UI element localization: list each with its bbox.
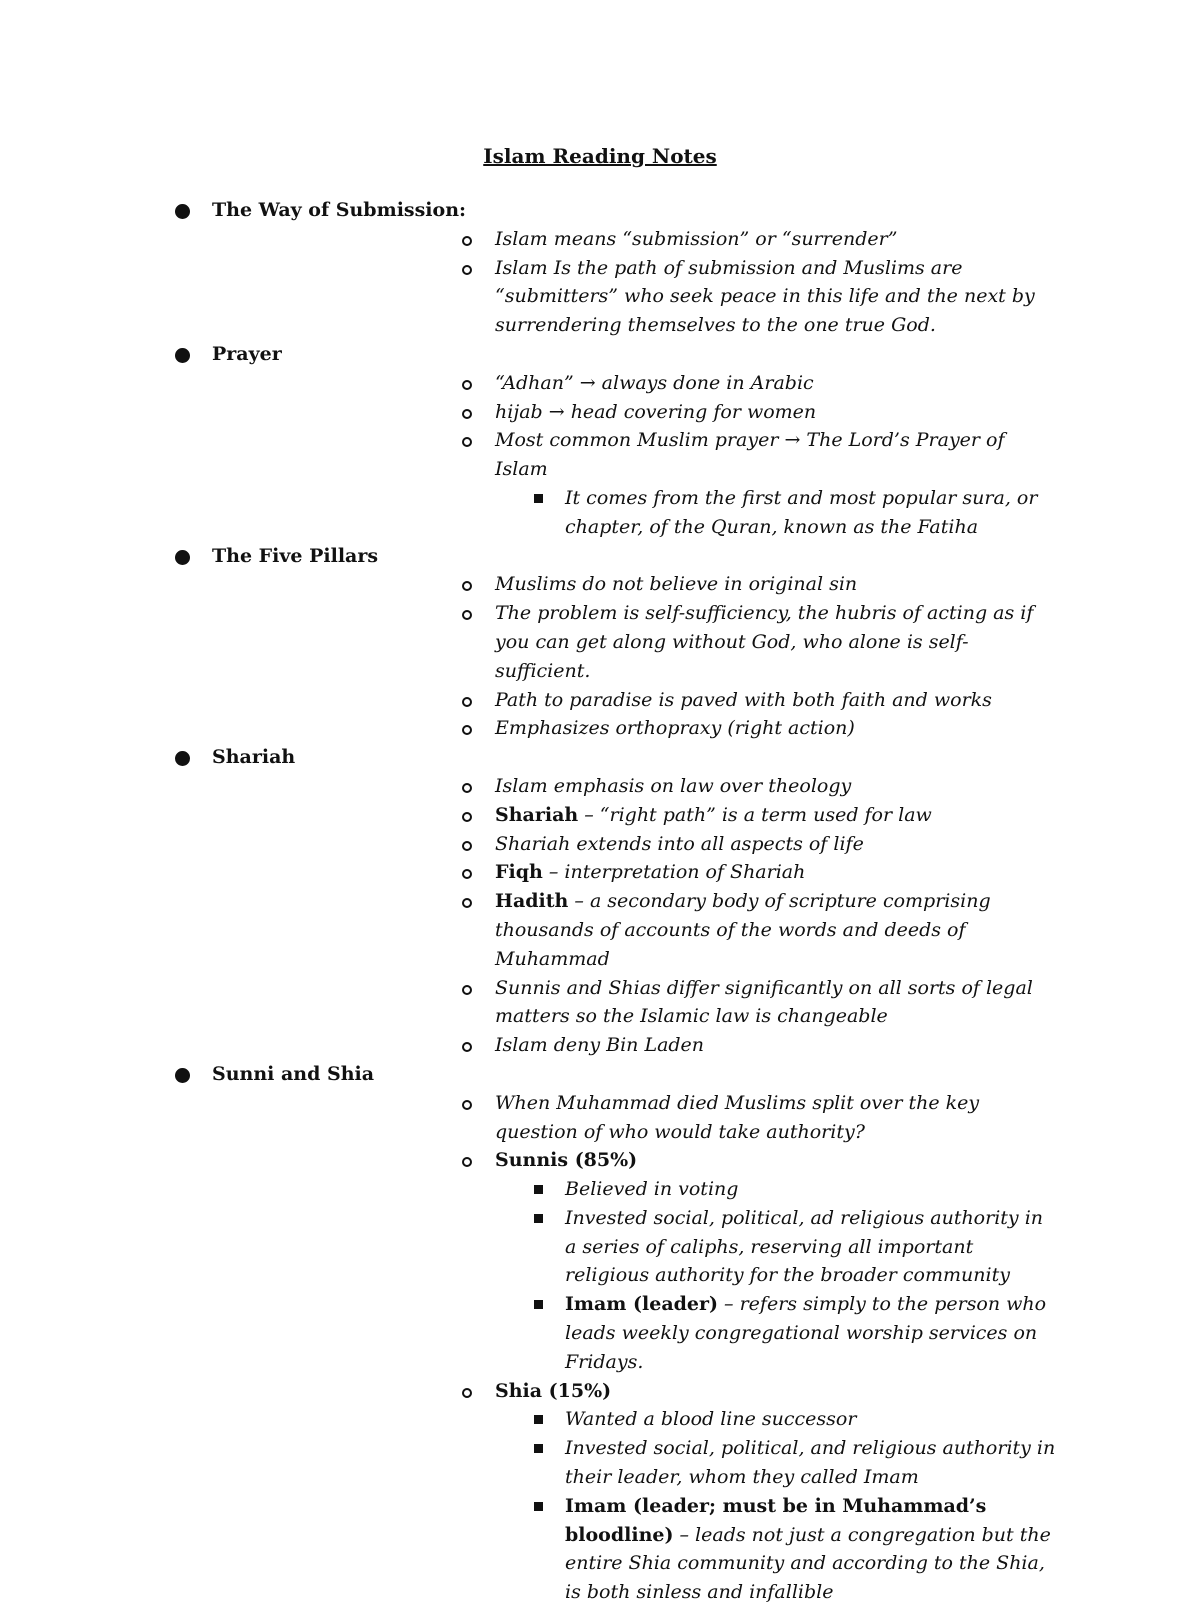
hollow-circle-bullet-icon bbox=[462, 812, 472, 822]
hollow-circle-bullet-icon bbox=[462, 437, 472, 447]
section-heading: The Five Pillars bbox=[212, 544, 379, 567]
hollow-circle-bullet-icon bbox=[462, 1388, 472, 1398]
hollow-circle-bullet-icon bbox=[462, 985, 472, 995]
list-item: Sunnis and Shias differ significantly on all sorts of legal matters so the Islamic law is changeable bbox=[212, 974, 1200, 1032]
list-item: Shariah – “right path” is a term used for law bbox=[212, 801, 1200, 830]
hollow-circle-bullet-icon bbox=[462, 783, 472, 793]
term: Imam (leader) bbox=[565, 1293, 719, 1316]
list-item: hijab → head covering for women bbox=[212, 398, 1200, 427]
filled-circle-bullet-icon bbox=[175, 348, 190, 363]
list-item: The problem is self-sufficiency, the hubris of acting as if you can get along without God, who alone is self-sufficient. bbox=[212, 599, 1200, 685]
hollow-circle-bullet-icon bbox=[462, 236, 472, 246]
square-bullet-icon bbox=[534, 1444, 543, 1453]
filled-circle-bullet-icon bbox=[175, 550, 190, 565]
square-bullet-icon bbox=[534, 494, 543, 503]
hollow-circle-bullet-icon bbox=[462, 1157, 472, 1167]
term: Hadith bbox=[495, 890, 569, 913]
list-item: Islam emphasis on law over theology bbox=[212, 772, 1200, 801]
section-sunni-and-shia bbox=[0, 1060, 1200, 1607]
hollow-circle-bullet-icon bbox=[462, 581, 472, 591]
filled-circle-bullet-icon bbox=[175, 751, 190, 766]
section-heading: Sunni and Shia bbox=[212, 1062, 375, 1085]
hollow-circle-bullet-icon bbox=[462, 380, 472, 390]
sub-list-item: Imam (leader; must be in Muhammad’s bloodline) – leads not just a congregation but the entire Shia community and according to the Shia, is both sinless and infallible bbox=[212, 1492, 1200, 1607]
hollow-circle-bullet-icon bbox=[462, 610, 472, 620]
sub-list-item: Invested social, political, ad religious authority in a series of caliphs, reserving all important religious authority for the broader community bbox=[212, 1204, 1200, 1290]
list-item: Muslims do not believe in original sin bbox=[212, 570, 1200, 599]
sub-list-item: Imam (leader) – refers simply to the person who leads weekly congregational worship services on Fridays. bbox=[212, 1290, 1200, 1376]
sub-list-item: It comes from the first and most popular sura, or chapter, of the Quran, known as the Fatiha bbox=[212, 484, 1200, 542]
list-item: Path to paradise is paved with both faith and works bbox=[212, 686, 1200, 715]
filled-circle-bullet-icon bbox=[175, 204, 190, 219]
section-heading: Shariah bbox=[212, 746, 296, 769]
section-shariah bbox=[0, 743, 1200, 1060]
hollow-circle-bullet-icon bbox=[462, 1042, 472, 1052]
subheading: Shia (15%) bbox=[495, 1379, 612, 1402]
square-bullet-icon bbox=[534, 1415, 543, 1424]
list-item: Islam Is the path of submission and Muslims are “submitters” who seek peace in this life and the next by surrendering themselves to the one true God. bbox=[212, 254, 1200, 340]
sub-list-item: Believed in voting bbox=[212, 1175, 1200, 1204]
list-item: Emphasizes orthopraxy (right action) bbox=[212, 714, 1200, 743]
list-item: When Muhammad died Muslims split over the key question of who would take authority? bbox=[212, 1089, 1200, 1147]
notes-list bbox=[0, 196, 1200, 1607]
square-bullet-icon bbox=[534, 1502, 543, 1511]
list-item: “Adhan” → always done in Arabic bbox=[212, 369, 1200, 398]
section-submission bbox=[0, 196, 1200, 340]
hollow-circle-bullet-icon bbox=[462, 841, 472, 851]
section-five-pillars bbox=[0, 542, 1200, 744]
hollow-circle-bullet-icon bbox=[462, 725, 472, 735]
sub-list-item: Wanted a blood line successor bbox=[212, 1405, 1200, 1434]
hollow-circle-bullet-icon bbox=[462, 409, 472, 419]
square-bullet-icon bbox=[534, 1185, 543, 1194]
hollow-circle-bullet-icon bbox=[462, 869, 472, 879]
page-title: Islam Reading Notes bbox=[483, 144, 717, 168]
list-item: Most common Muslim prayer → The Lord’s Prayer of Islam bbox=[212, 426, 1200, 484]
subheading: Sunnis (85%) bbox=[495, 1149, 638, 1172]
hollow-circle-bullet-icon bbox=[462, 898, 472, 908]
square-bullet-icon bbox=[534, 1300, 543, 1309]
list-item: Hadith – a secondary body of scripture comprising thousands of accounts of the words and deeds of Muhammad bbox=[212, 887, 1200, 973]
hollow-circle-bullet-icon bbox=[462, 697, 472, 707]
section-heading: The Way of Submission: bbox=[212, 199, 467, 221]
term: Imam (leader; must be in Muhammad’s bloodline) bbox=[565, 1494, 987, 1546]
square-bullet-icon bbox=[534, 1214, 543, 1223]
list-item-shia bbox=[212, 1377, 1200, 1406]
term: Fiqh bbox=[495, 861, 543, 884]
list-item: Fiqh – interpretation of Shariah bbox=[212, 858, 1200, 887]
filled-circle-bullet-icon bbox=[175, 1068, 190, 1083]
sub-list-item: Invested social, political, and religious authority in their leader, whom they called Imam bbox=[212, 1434, 1200, 1492]
section-prayer bbox=[0, 340, 1200, 542]
list-item: Shariah extends into all aspects of life bbox=[212, 830, 1200, 859]
hollow-circle-bullet-icon bbox=[462, 1100, 472, 1110]
list-item-sunnis bbox=[212, 1146, 1200, 1175]
section-heading: Prayer bbox=[212, 342, 282, 365]
term: Shariah bbox=[495, 803, 579, 826]
list-item: Islam means “submission” or “surrender” bbox=[212, 225, 1200, 254]
hollow-circle-bullet-icon bbox=[462, 265, 472, 275]
list-item: Islam deny Bin Laden bbox=[212, 1031, 1200, 1060]
